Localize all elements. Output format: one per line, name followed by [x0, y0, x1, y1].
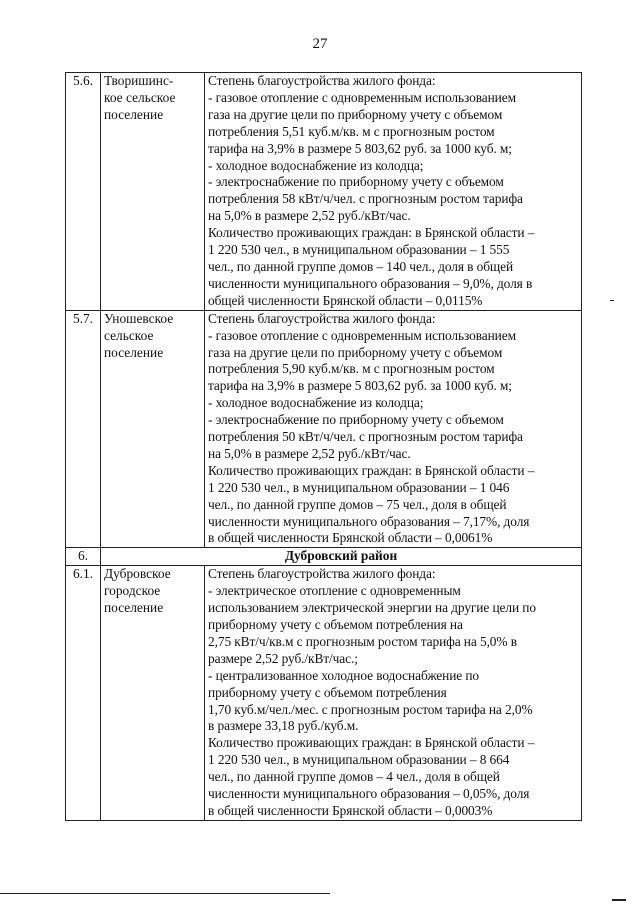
name-line: Дубровское — [104, 566, 171, 582]
desc-line: газа на другие цели по приборному учету с объемом — [208, 344, 503, 360]
desc-line: Степень благоустройства жилого фонда: — [208, 310, 436, 326]
desc-line: - газовое отопление с одновременным использованием — [208, 89, 516, 105]
section-title: Дубровский район — [101, 548, 582, 566]
settlement-name — [101, 566, 205, 821]
desc-line: - электрическое отопление с одновременным — [208, 583, 461, 599]
desc-line: использованием электрической энергии на другие цели по — [208, 600, 536, 616]
name-line: сельское — [104, 327, 154, 343]
desc-line: - электроснабжение по приборному учету с объемом — [208, 412, 504, 428]
desc-line: потребления 5,90 куб.м/кв. м с прогнозным ростом — [208, 361, 495, 377]
desc-line: численности муниципального образования – 9,0%, доля в — [208, 275, 533, 291]
desc-line: потребления 50 кВт/ч/чел. с прогнозным ростом тарифа — [208, 429, 523, 445]
section-number: 6. — [66, 548, 101, 566]
desc-line: приборному учету с объемом потребления — [208, 684, 447, 700]
table-row — [66, 310, 582, 548]
desc-line: - централизованное холодное водоснабжение по — [208, 667, 480, 683]
table-row — [66, 73, 582, 311]
desc-line: на 5,0% в размере 2,52 руб./кВт/час. — [208, 208, 411, 224]
desc-line: в общей численности Брянской области – 0,0003% — [208, 802, 493, 818]
desc-line: потребления 58 кВт/ч/чел. с прогнозным ростом тарифа — [208, 191, 523, 207]
settlement-name — [101, 73, 205, 311]
desc-line: чел., по данной группе домов – 4 чел., доля в общей — [208, 769, 500, 785]
desc-line: 1 220 530 чел., в муниципальном образовании – 1 046 — [208, 479, 510, 495]
desc-line: 1,70 куб.м/чел./мес. с прогнозным ростом тарифа на 2,0% — [208, 701, 533, 717]
name-line: Уношевское — [104, 310, 174, 326]
name-line: городское — [104, 583, 161, 599]
name-line: поселение — [104, 600, 164, 616]
desc-line: численности муниципального образования – 0,05%, доля — [208, 786, 530, 802]
housing-table — [65, 72, 582, 821]
desc-line: размере 2,52 руб./кВт/час.; — [208, 650, 358, 666]
desc-line: - холодное водоснабжение из колодца; — [208, 157, 424, 173]
scan-mark — [0, 893, 330, 894]
table-row — [66, 566, 582, 821]
name-line: поселение — [104, 106, 164, 122]
desc-line: Степень благоустройства жилого фонда: — [208, 566, 436, 582]
desc-line: общей численности Брянской области – 0,0115% — [208, 292, 483, 308]
desc-line: численности муниципального образования – 7,17%, доля — [208, 513, 530, 529]
desc-line: 2,75 кВт/ч/кв.м с прогнозным ростом тарифа на 5,0% в — [208, 633, 517, 649]
scan-mark — [610, 300, 614, 301]
name-line: Творишинс- — [104, 73, 174, 88]
desc-line: в общей численности Брянской области – 0,0061% — [208, 530, 493, 546]
housing-description — [205, 566, 582, 821]
name-line: кое сельское — [104, 89, 176, 105]
settlement-name — [101, 310, 205, 548]
desc-line: тарифа на 3,9% в размере 5 803,62 руб. за 1000 куб. м; — [208, 378, 512, 394]
scan-mark — [612, 899, 626, 901]
desc-line: - электроснабжение по приборному учету с объемом — [208, 174, 504, 190]
desc-line: - холодное водоснабжение из колодца; — [208, 395, 424, 411]
page-number: 27 — [312, 36, 328, 52]
housing-description — [205, 73, 582, 311]
section-row — [66, 548, 582, 566]
desc-line: Количество проживающих граждан: в Брянской области – — [208, 462, 535, 478]
desc-line: Количество проживающих граждан: в Брянской области – — [208, 735, 535, 751]
name-line: поселение — [104, 344, 164, 360]
row-number: 5.6. — [66, 73, 101, 311]
desc-line: в размере 33,18 руб./куб.м. — [208, 718, 359, 734]
row-number: 5.7. — [66, 310, 101, 548]
desc-line: - газовое отопление с одновременным использованием — [208, 327, 516, 343]
desc-line: чел., по данной группе домов – 140 чел., доля в общей — [208, 258, 514, 274]
desc-line: на 5,0% в размере 2,52 руб./кВт/час. — [208, 445, 411, 461]
desc-line: 1 220 530 чел., в муниципальном образовании – 1 555 — [208, 242, 510, 258]
desc-line: тарифа на 3,9% в размере 5 803,62 руб. за 1000 куб. м; — [208, 140, 512, 156]
desc-line: чел., по данной группе домов – 75 чел., доля в общей — [208, 496, 507, 512]
desc-line: газа на другие цели по приборному учету с объемом — [208, 106, 503, 122]
desc-line: Степень благоустройства жилого фонда: — [208, 73, 436, 88]
desc-line: приборному учету с объемом потребления на — [208, 617, 463, 632]
desc-line: потребления 5,51 куб.м/кв. м с прогнозным ростом — [208, 123, 495, 139]
housing-description — [205, 310, 582, 548]
row-number: 6.1. — [66, 566, 101, 821]
desc-line: 1 220 530 чел., в муниципальном образовании – 8 664 — [208, 752, 510, 768]
desc-line: Количество проживающих граждан: в Брянской области – — [208, 225, 535, 241]
